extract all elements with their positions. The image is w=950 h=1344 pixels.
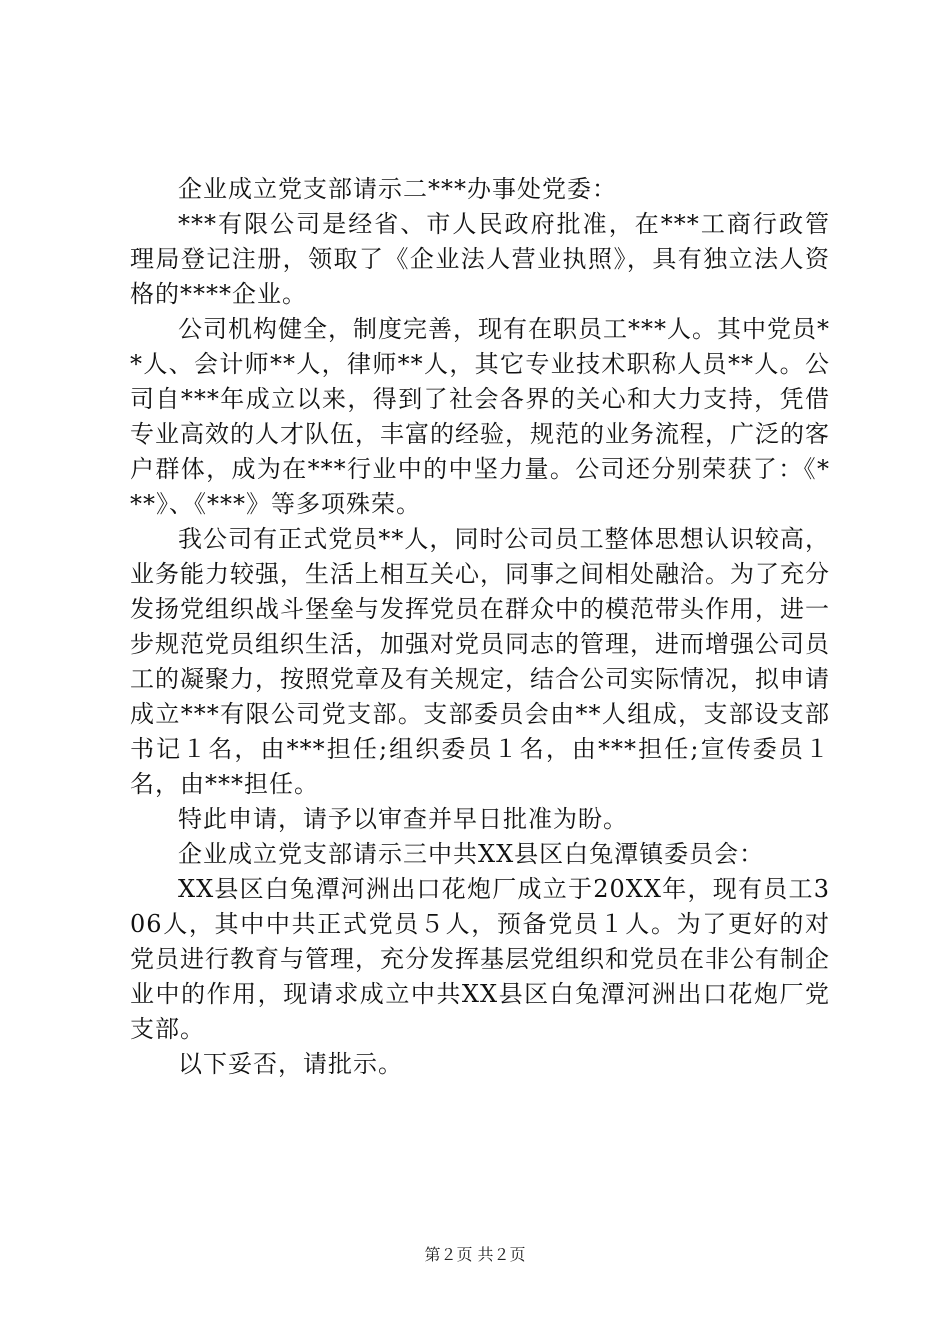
page-number: 第２页 共２页 (424, 1245, 526, 1264)
paragraph-closing: 以下妥否，请批示。 (178, 1050, 403, 1078)
paragraph-request-approval: 特此申请，请予以审查并早日批准为盼。 (178, 805, 628, 833)
paragraph-heading-request-three: 企业成立党支部请示三中共XX县区白兔潭镇委员会： (178, 840, 765, 868)
paragraph-party-members: 我公司有正式党员**人，同时公司员工整体思想认识较高，业务能力较强，生活上相互关心，同事之间相处融洽。为了充分发扬党组织战斗堡垒与发挥党员在群众中的模范带头作用，进一步规范党员组织生活，加强对党员同志的管理，进而增强公司员工的凝聚力，按照党章及有关规定，结合公司实际情况，拟申请成立***有限公司党支部。支部委员会由**人组成，支部设支部书记１名，由***担任;组织委员１名，由***担任;宣传委员１名，由***担任。 (130, 525, 830, 798)
document-body (130, 172, 830, 1082)
paragraph-company-registration: ***有限公司是经省、市人民政府批准，在***工商行政管理局登记注册，领取了《企业法人营业执照》，具有独立法人资格的****企业。 (130, 210, 830, 308)
paragraph-company-profile: 公司机构健全，制度完善，现有在职员工***人。其中党员**人、会计师**人，律师**人，其它专业技术职称人员**人。公司自***年成立以来，得到了社会各界的关心和大力支持，凭借专业高效的人才队伍，丰富的经验，规范的业务流程，广泛的客户群体，成为在***行业中的中坚力量。公司还分别荣获了：《***》、《***》等多项殊荣。 (130, 315, 830, 518)
paragraph-factory-details: XX县区白兔潭河洲出口花炮厂成立于20XX年，现有员工306人，其中中共正式党员５人，预备党员１人。为了更好的对党员进行教育与管理，充分发挥基层党组织和党员在非公有制企业中的作用，现请求成立中共XX县区白兔潭河洲出口花炮厂党支部。 (130, 875, 830, 1043)
paragraph-heading-request-two: 企业成立党支部请示二***办事处党委： (178, 175, 617, 203)
